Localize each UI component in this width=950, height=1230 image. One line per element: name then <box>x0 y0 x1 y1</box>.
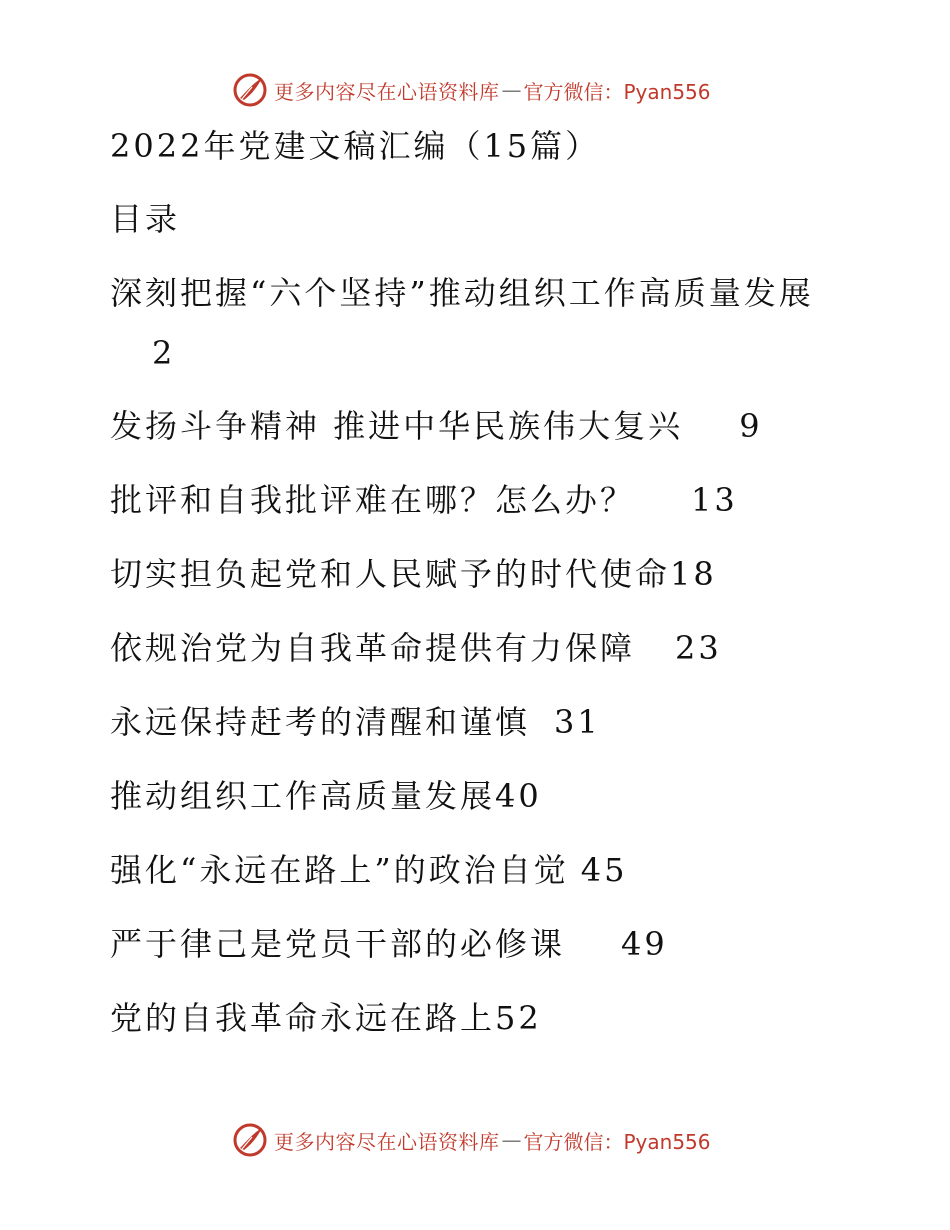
toc-entry-page: 23 <box>675 629 722 667</box>
toc-entry-4[interactable] <box>110 555 717 593</box>
quill-logo-icon <box>232 1122 268 1158</box>
toc-entry-2[interactable] <box>110 407 763 445</box>
toc-entry-1[interactable] <box>110 274 814 312</box>
toc-entry-page: 52 <box>495 999 542 1037</box>
header-watermark <box>232 72 732 108</box>
toc-entry-8[interactable] <box>110 851 627 889</box>
toc-entry-title: 强化“永远在路上”的政治自觉 <box>110 851 569 889</box>
watermark-contact: 官方微信：Pyan556 <box>523 1129 711 1154</box>
toc-entry-3[interactable] <box>110 481 738 519</box>
document-title: 2022年党建文稿汇编（15篇） <box>110 127 601 165</box>
toc-entry-9[interactable] <box>110 925 668 963</box>
toc-entry-page: 40 <box>495 777 542 815</box>
toc-entry-6[interactable] <box>110 703 601 741</box>
toc-entry-title: 严于律己是党员干部的必修课 <box>110 925 566 963</box>
toc-entry-title: 党的自我革命永远在路上 <box>110 999 496 1037</box>
toc-entry-page: 13 <box>691 481 738 519</box>
toc-entry-title: 深刻把握“六个坚持”推动组织工作高质量发展 <box>110 274 814 312</box>
toc-entry-7[interactable] <box>110 777 542 815</box>
toc-entry-title: 依规治党为自我革命提供有力保障 <box>110 629 636 667</box>
toc-entry-title: 推动组织工作高质量发展 <box>110 777 496 815</box>
toc-entry-page: 45 <box>580 851 628 889</box>
toc-entry-page: 49 <box>621 925 668 963</box>
watermark-brand: 更多内容尽在心语资料库 <box>274 79 500 104</box>
toc-entry-title: 切实担负起党和人民赋予的时代使命 <box>110 555 671 593</box>
watermark-separator: — <box>501 78 522 102</box>
toc-entry-page: 18 <box>670 555 717 593</box>
toc-entry-page: 31 <box>554 703 601 741</box>
toc-entry-page: 9 <box>739 407 763 445</box>
toc-entry-10[interactable] <box>110 999 542 1037</box>
footer-watermark <box>232 1122 732 1158</box>
watermark-separator: — <box>501 1128 522 1152</box>
toc-entry-page: 2 <box>152 334 176 372</box>
toc-entry-1-page <box>152 334 175 372</box>
watermark-brand: 更多内容尽在心语资料库 <box>274 1129 500 1154</box>
watermark-contact: 官方微信：Pyan556 <box>523 79 711 104</box>
toc-heading: 目录 <box>110 200 181 238</box>
quill-logo-icon <box>232 72 268 108</box>
toc-entry-5[interactable] <box>110 629 722 667</box>
toc-entry-title: 发扬斗争精神 推进中华民族伟大复兴 <box>110 407 684 445</box>
toc-entry-title: 永远保持赶考的清醒和谨慎 <box>110 703 531 741</box>
toc-entry-title: 批评和自我批评难在哪？怎么办？ <box>110 481 636 519</box>
